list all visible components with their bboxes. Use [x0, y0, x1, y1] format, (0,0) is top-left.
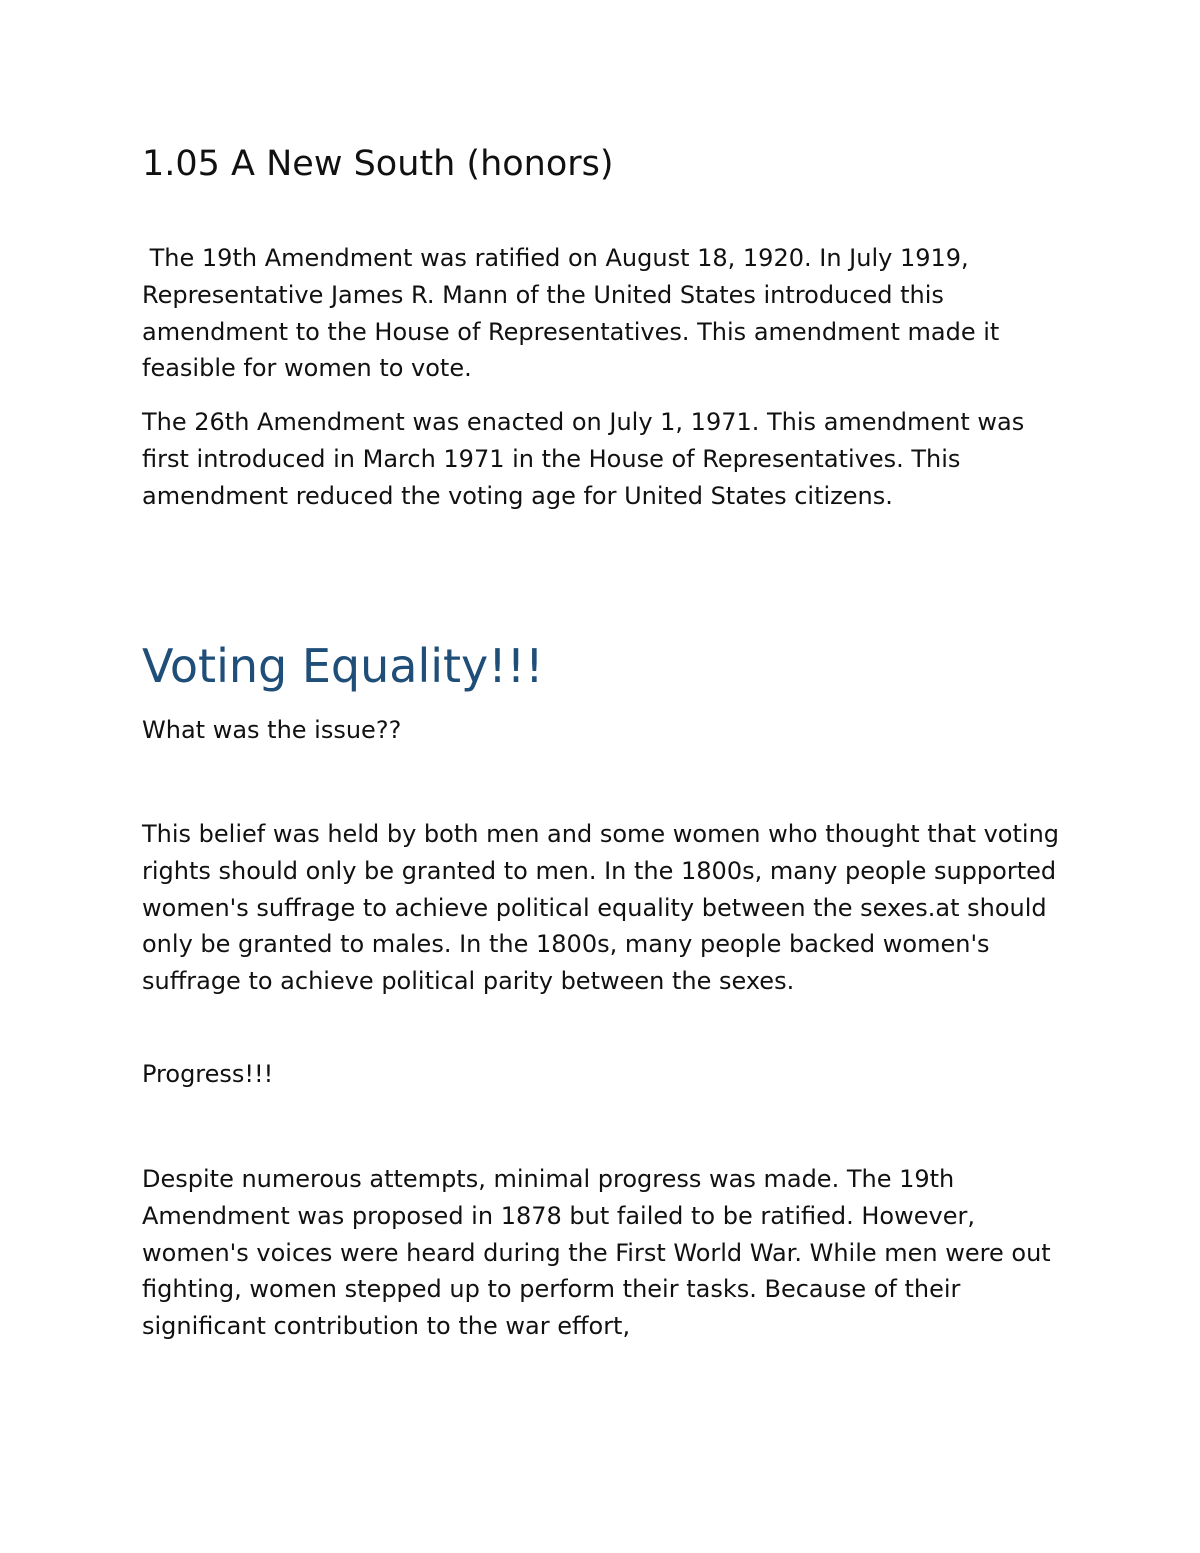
paragraph-19th-amendment: The 19th Amendment was ratified on August 18, 1920. In July 1919, Representative James R. Mann of the United States introduced this amendment to the House of Representatives. This amendment made it feasible for women to vote. [142, 244, 1007, 383]
progress-paragraph: Despite numerous attempts, minimal progress was made. The 19th Amendment was proposed in 1878 but failed to be ratified. However, women's voices were heard during the First World War. While men were out fighting, women stepped up to perform their tasks. Because of their significant contribution to the war effort, [142, 1165, 1051, 1341]
paragraph-26th-amendment: The 26th Amendment was enacted on July 1, 1971. This amendment was first introduced in March 1971 in the House of Representatives. This amendment reduced the voting age for United States citizens. [142, 408, 1025, 510]
progress-heading: Progress!!! [142, 1060, 274, 1088]
section-heading-voting-equality: Voting Equality!!! [142, 639, 544, 693]
issue-heading: What was the issue?? [142, 716, 402, 744]
issue-paragraph: This belief was held by both men and some women who thought that voting rights should only be granted to men. In the 1800s, many people supported women's suffrage to achieve political equality between the sexes.at should only be granted to males. In the 1800s, many people backed women's suffrage to achieve political parity between the sexes. [142, 820, 1060, 996]
document-title: 1.05 A New South (honors) [142, 144, 614, 184]
